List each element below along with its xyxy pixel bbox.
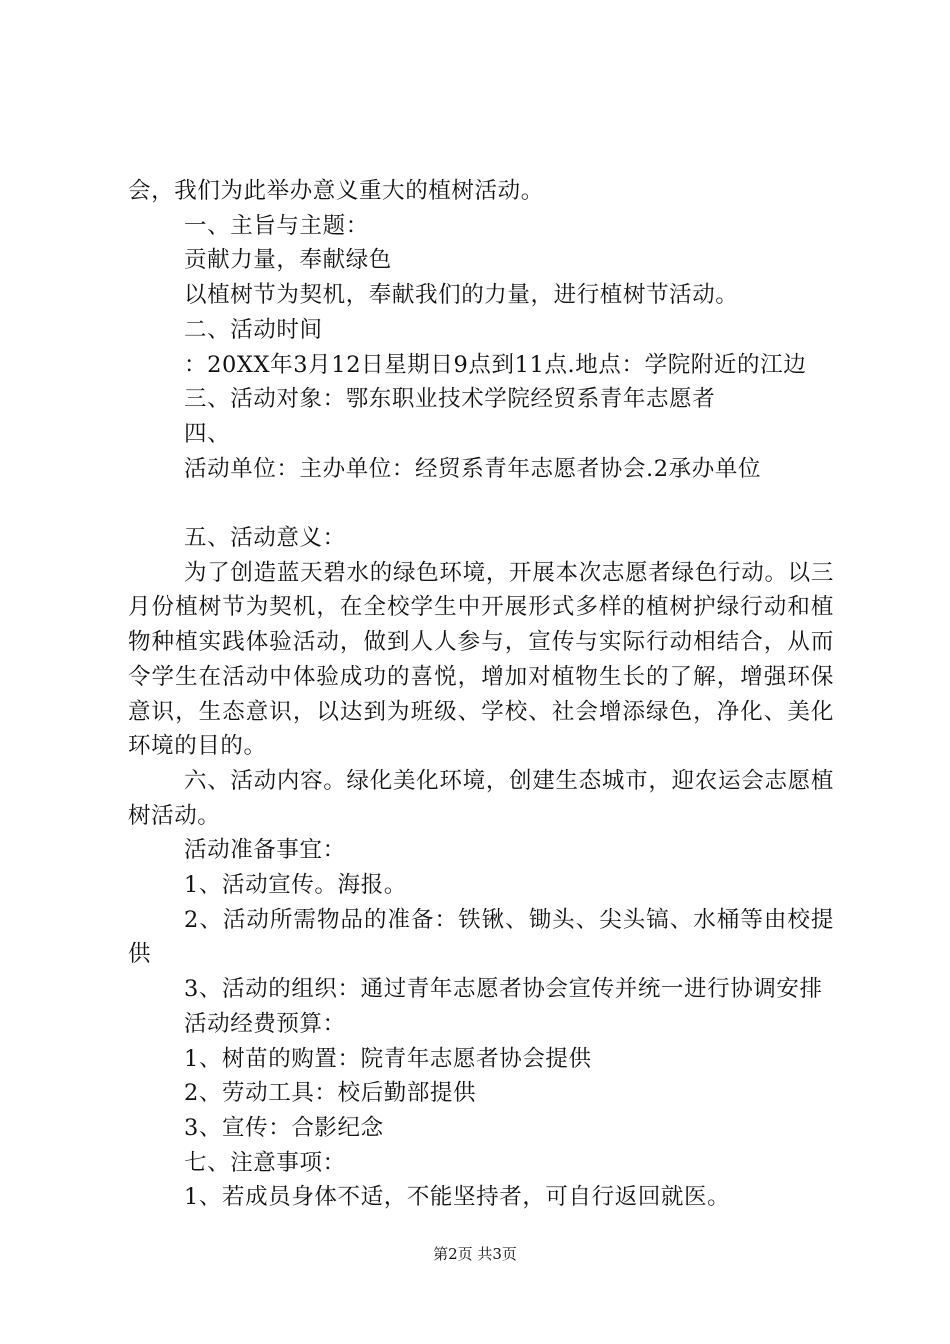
paragraph: 1、树苗的购置：院青年志愿者协会提供 [184,1045,592,1072]
page-footer: 第2页 共3页 [433,1245,517,1263]
paragraph: 2、劳动工具：校后勤部提供 [184,1080,477,1107]
paragraph: 1、活动宣传。海报。 [184,872,407,899]
paragraph: 为了创造蓝天碧水的绿色环境，开展本次志愿者绿色行动。以三月份植树节为契机，在全校学生中开展形式多样的植树护绿行动和植物种植实践体验活动，做到人人参与，宣传与实际行动相结合，从而令学生在活动中体验成功的喜悦，增加对植物生长的了解，增强环保意识，生态意识，以达到为班级、学校、社会增添绿色，净化、美化环境的目的。 [128,559,834,760]
blank-line [128,486,834,521]
paragraph: 七、注意事项： [184,1149,346,1176]
paragraph: 活动经费预算： [184,1010,346,1037]
paragraph: 3、宣传：合影纪念 [184,1114,384,1141]
paragraph: 2、活动所需物品的准备：铁锹、锄头、尖头镐、水桶等由校提供 [128,906,834,968]
paragraph: 贡献力量，奉献绿色 [184,247,392,274]
paragraph: 会，我们为此举办意义重大的植树活动。 [128,178,544,204]
paragraph: 四、 [184,420,231,447]
paragraph: 3、活动的组织：通过青年志愿者协会宣传并统一进行协调安排 [184,976,823,1003]
paragraph: 1、若成员身体不适，不能坚持者，可自行返回就医。 [184,1184,731,1211]
paragraph: 二、活动时间 [184,316,323,343]
paragraph: 以植树节为契机，奉献我们的力量，进行植树节活动。 [184,282,739,309]
paragraph: 三、活动对象：鄂东职业技术学院经贸系青年志愿者 [184,386,716,413]
paragraph: 活动单位：主办单位：经贸系青年志愿者协会.2承办单位 [184,455,762,482]
paragraph: 活动准备事宜： [184,837,346,864]
paragraph: 五、活动意义： [184,525,346,552]
paragraph: ：20XX年3月12日星期日9点到11点.地点：学院附近的江边 [184,351,807,378]
paragraph: 一、主旨与主题： [184,212,369,239]
paragraph: 六、活动内容。绿化美化环境，创建生态城市，迎农运会志愿植树活动。 [128,767,834,829]
document-body [128,174,834,1215]
